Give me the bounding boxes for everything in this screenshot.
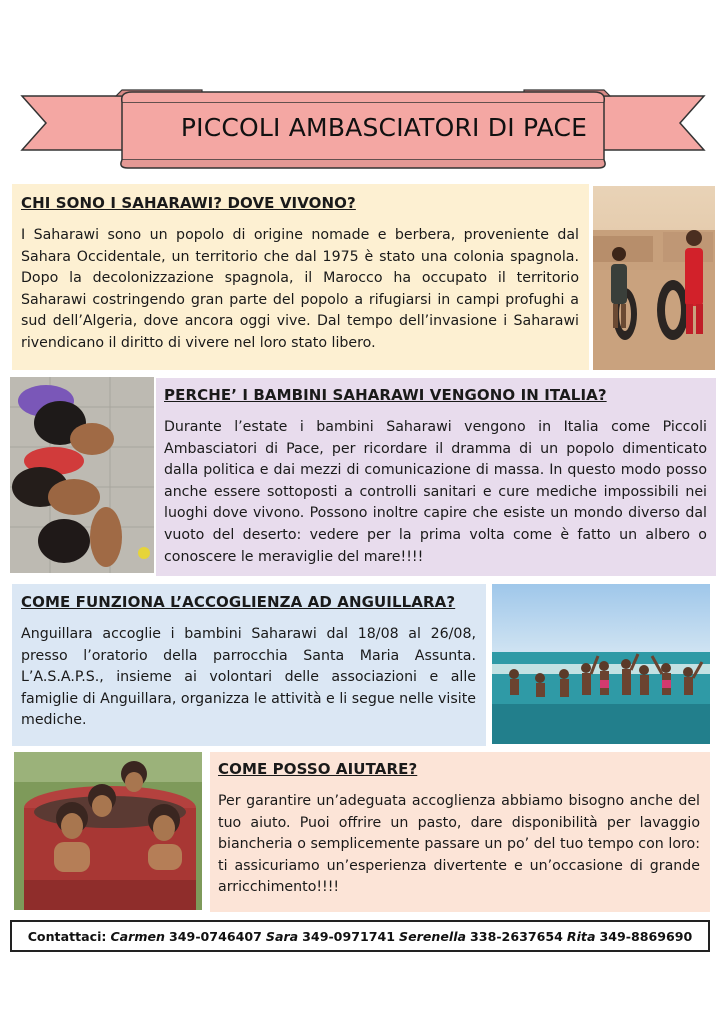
- contact-phone: 349-8869690: [599, 928, 693, 944]
- photo-children-playing: [10, 377, 154, 573]
- contact-phone: 338-2637654: [470, 928, 563, 944]
- section-heading: COME POSSO AIUTARE?: [218, 760, 418, 778]
- section-body: Per garantire un’adeguata accoglienza abbiamo bisogno anche del tuo aiuto. Puoi offrire un pasto, dare disponibilità per lavaggio biancheria o semplicemente passare un po’ del tuo tempo con loro: ti assicuriamo un’esperienza divertente e un’occasione di grande arricchimento!!!!: [218, 793, 700, 896]
- section-hosting-anguillara: [12, 584, 486, 746]
- photo-children-in-tub: [14, 752, 202, 910]
- section-heading: COME FUNZIONA L’ACCOGLIENZA AD ANGUILLARA?: [21, 593, 456, 611]
- section-how-to-help: [210, 752, 710, 912]
- section-who-are-saharawi: [12, 184, 589, 370]
- title-banner: [20, 88, 706, 170]
- contact-phone: 349-0746407: [169, 928, 262, 944]
- photo-children-with-tires: [593, 186, 715, 370]
- section-heading: CHI SONO I SAHARAWI? DOVE VIVONO?: [21, 194, 356, 212]
- section-why-children-come: [156, 378, 716, 576]
- photo-children-at-sea: [492, 584, 710, 744]
- contact-name: Carmen: [110, 928, 166, 944]
- contact-phone: 349-0971741: [302, 928, 396, 944]
- contacts-label: Contattaci:: [27, 928, 107, 944]
- page-title: PICCOLI AMBASCIATORI DI PACE: [180, 112, 588, 142]
- section-body: I Saharawi sono un popolo di origine nomade e berbera, proveniente dal Sahara Occidentale, un territorio che dal 1975 è stato una colonia spagnola. Dopo la decolonizzazione spagnola, il Marocco ha occupato il territorio Saharawi costringendo gran parte del popolo a rifugiarsi in campi profughi a sud dell’Algeria, dove ancora oggi vive. Dal tempo dell’invasione i Saharawi rivendicano il diritto di vivere nel loro stato libero.: [21, 227, 579, 351]
- contact-name: Sara: [265, 928, 299, 944]
- section-heading: PERCHE’ I BAMBINI SAHARAWI VENGONO IN ITALIA?: [164, 386, 607, 404]
- section-body: Anguillara accoglie i bambini Saharawi dal 18/08 al 26/08, presso l’oratorio della parrocchia Santa Maria Assunta. L’A.S.A.P.S., insieme ai volontari delle associazioni e alle famiglie di Anguillara, organizza le attività e li segue nelle visite mediche.: [21, 626, 476, 729]
- contacts-box: [10, 920, 710, 952]
- contact-name: Serenella: [399, 928, 467, 944]
- section-body: Durante l’estate i bambini Saharawi vengono in Italia come Piccoli Ambasciatori di Pace, per ricordare il dramma di un popolo dimenticato dalla politica e dai mezzi di comunicazione di massa. In questo modo posso anche essere sottoposti a controlli sanitari e cure mediche impossibili nei luoghi dove vivono. Possono inoltre capire che esiste un mondo diverso dal vuoto del deserto: vedere per la prima volta come è fatto un albero o conoscere le meraviglie del mare!!!!: [164, 419, 707, 565]
- contact-name: Rita: [566, 928, 596, 944]
